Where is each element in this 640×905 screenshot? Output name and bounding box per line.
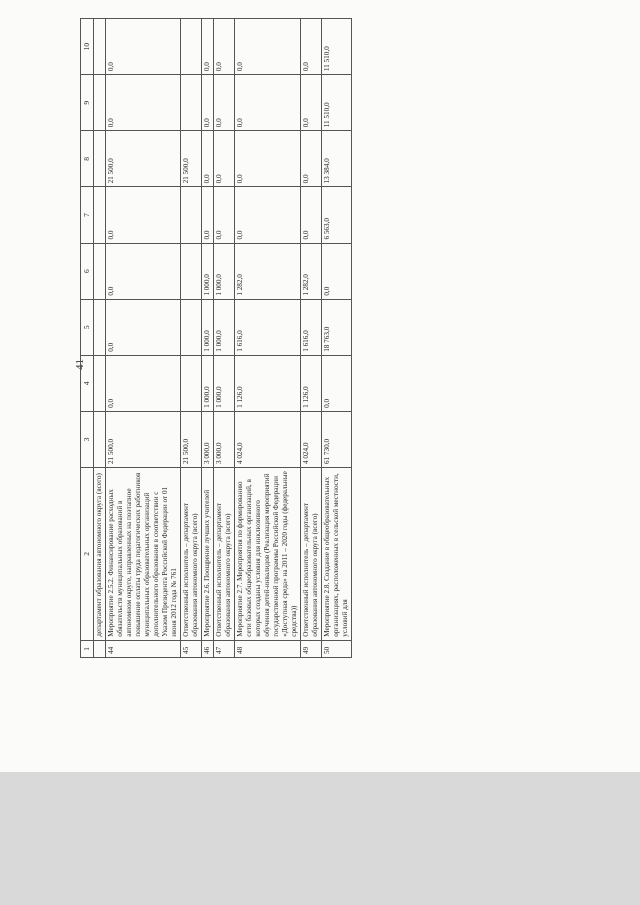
table-row: [301, 19, 322, 658]
value-cell: 0,0: [235, 187, 301, 243]
value-cell: [181, 243, 202, 299]
value-cell: 0,0: [202, 187, 214, 243]
value-cell: [181, 355, 202, 411]
row-name-cell: Мероприятие 2.8. Создание в общеобразовательных организациях, расположенных в сельской местности, условий для: [322, 468, 352, 641]
value-cell: 0,0: [301, 75, 322, 131]
value-cell: 1 616,0: [235, 299, 301, 355]
value-cell: 0,0: [301, 187, 322, 243]
value-cell: 0,0: [106, 299, 181, 355]
header-row: [81, 19, 94, 658]
table-row: [202, 19, 214, 658]
value-cell: [181, 299, 202, 355]
value-cell: 0,0: [322, 355, 352, 411]
value-cell: 1 616,0: [301, 299, 322, 355]
value-cell: 0,0: [202, 19, 214, 75]
value-cell: 0,0: [214, 75, 235, 131]
value-cell: 0,0: [235, 131, 301, 187]
value-cell: [181, 187, 202, 243]
value-cell: [94, 355, 106, 411]
value-cell: 11 510,0: [322, 19, 352, 75]
value-cell: 1 126,0: [301, 355, 322, 411]
row-number-cell: 46: [202, 640, 214, 657]
value-cell: 6 563,0: [322, 187, 352, 243]
value-cell: 21 500,0: [106, 411, 181, 467]
header-cell: 9: [81, 75, 94, 131]
header-cell: 2: [81, 468, 94, 641]
table-row: [235, 19, 301, 658]
value-cell: [181, 75, 202, 131]
value-cell: [94, 243, 106, 299]
value-cell: 0,0: [301, 19, 322, 75]
value-cell: 1 000,0: [202, 355, 214, 411]
value-cell: [94, 299, 106, 355]
row-name-cell: Мероприятие 2.6. Поощрение лучших учителей: [202, 468, 214, 641]
header-cell: 3: [81, 411, 94, 467]
table-row: [214, 19, 235, 658]
row-name-cell: департамент образования автономного округа (всего): [94, 468, 106, 641]
row-number-cell: 47: [214, 640, 235, 657]
table-container: [80, 18, 606, 658]
value-cell: 0,0: [301, 131, 322, 187]
budget-table: [80, 18, 352, 658]
value-cell: 3 000,0: [214, 411, 235, 467]
row-number-cell: 44: [106, 640, 181, 657]
value-cell: 1 000,0: [214, 355, 235, 411]
value-cell: 18 763,0: [322, 299, 352, 355]
row-name-cell: Мероприятие 2.7. Мероприятия по формированию сети базовых общеобразовательных организаций, в которых созданы условия для инклюзивного обучения детей-инвалидов (Реализация мероприятий государственной программы Российской Федерации «Доступная среда» на 2011 – 2020 годы (федеральные средства)): [235, 468, 301, 641]
row-number-cell: 48: [235, 640, 301, 657]
row-name-cell: Мероприятие 2.5.2. Финансирование расходных обязательств муниципальных образований в автономном округе, направленных на поэтапное повышение оплаты труда педагогических работников муниципальных образовательных организаций дополнительного образования в соответствии с Указом Президента Российской Федерации от 01 июня 2012 года № 761: [106, 468, 181, 641]
value-cell: 0,0: [106, 19, 181, 75]
value-cell: 0,0: [214, 131, 235, 187]
header-cell: 1: [81, 640, 94, 657]
table-row: [322, 19, 352, 658]
value-cell: 1 126,0: [235, 355, 301, 411]
value-cell: [94, 187, 106, 243]
header-cell: 4: [81, 355, 94, 411]
row-number-cell: 50: [322, 640, 352, 657]
table-row: [106, 19, 181, 658]
value-cell: 21 500,0: [181, 131, 202, 187]
value-cell: 3 000,0: [202, 411, 214, 467]
header-cell: 6: [81, 243, 94, 299]
header-cell: 5: [81, 299, 94, 355]
value-cell: [94, 131, 106, 187]
value-cell: 4 024,0: [301, 411, 322, 467]
value-cell: 0,0: [106, 243, 181, 299]
table-row: [94, 19, 106, 658]
value-cell: 0,0: [214, 19, 235, 75]
value-cell: [94, 75, 106, 131]
row-name-cell: Ответственный исполнитель – департамент образования автономного округа (всего): [181, 468, 202, 641]
value-cell: 1 000,0: [214, 299, 235, 355]
header-cell: 7: [81, 187, 94, 243]
value-cell: 0,0: [202, 131, 214, 187]
value-cell: 0,0: [106, 187, 181, 243]
row-number-cell: 49: [301, 640, 322, 657]
value-cell: 13 384,0: [322, 131, 352, 187]
value-cell: [181, 19, 202, 75]
row-number-cell: [94, 640, 106, 657]
table-row: [181, 19, 202, 658]
value-cell: 21 500,0: [181, 411, 202, 467]
value-cell: 11 510,0: [322, 75, 352, 131]
value-cell: [94, 411, 106, 467]
value-cell: 1 282,0: [235, 243, 301, 299]
value-cell: 0,0: [235, 75, 301, 131]
page-number: 41: [74, 359, 86, 370]
value-cell: 1 000,0: [214, 243, 235, 299]
value-cell: 4 024,0: [235, 411, 301, 467]
value-cell: [94, 19, 106, 75]
header-cell: 8: [81, 131, 94, 187]
value-cell: 0,0: [202, 75, 214, 131]
value-cell: 21 500,0: [106, 131, 181, 187]
row-name-cell: Ответственный исполнитель – департамент образования автономного округа (всего): [214, 468, 235, 641]
value-cell: 1 000,0: [202, 243, 214, 299]
value-cell: 0,0: [235, 19, 301, 75]
value-cell: 1 000,0: [202, 299, 214, 355]
value-cell: 0,0: [322, 243, 352, 299]
row-number-cell: 45: [181, 640, 202, 657]
row-name-cell: Ответственный исполнитель – департамент образования автономного округа (всего): [301, 468, 322, 641]
header-cell: 10: [81, 19, 94, 75]
value-cell: 61 730,0: [322, 411, 352, 467]
value-cell: 0,0: [106, 355, 181, 411]
value-cell: 0,0: [214, 187, 235, 243]
value-cell: 0,0: [106, 75, 181, 131]
value-cell: 1 282,0: [301, 243, 322, 299]
